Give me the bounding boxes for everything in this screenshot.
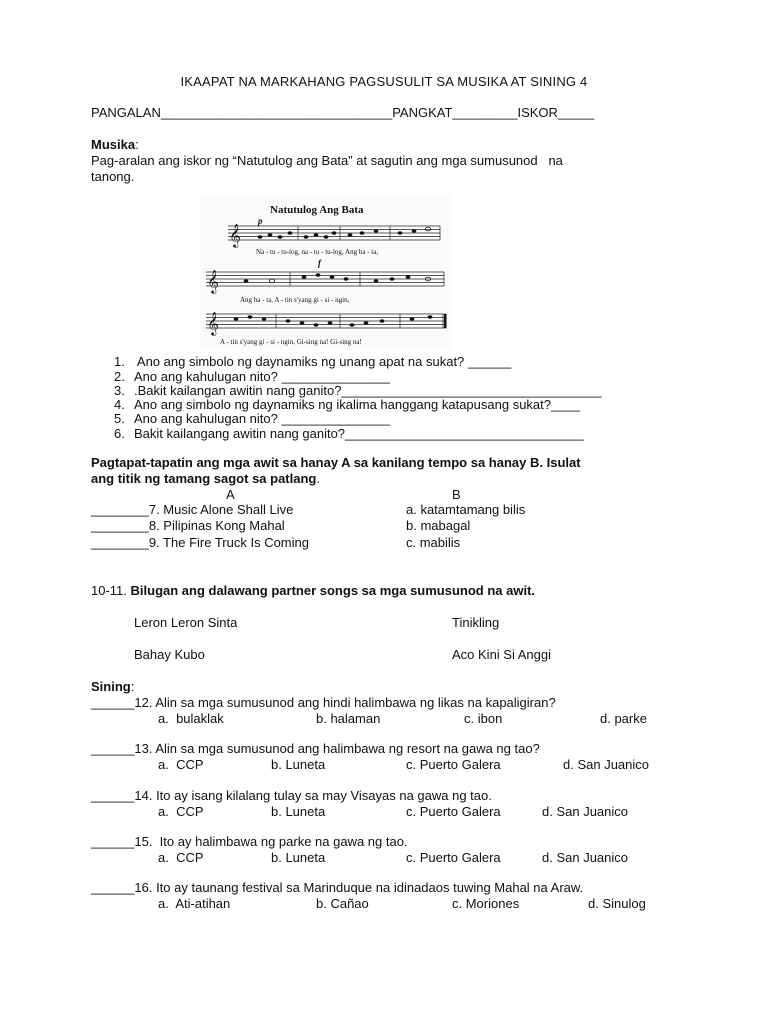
question-14-choice-b: b. Luneta bbox=[271, 804, 326, 819]
column-b-header: B bbox=[452, 487, 461, 502]
song-option-2: Tinikling bbox=[452, 615, 500, 630]
question-12-choice-a: a. bulaklak bbox=[158, 711, 224, 726]
sheet-music-image bbox=[200, 196, 452, 350]
question-12-choice-c: c. ibon bbox=[464, 711, 503, 726]
question-16-stem: ______16. Ito ay taunang festival sa Marinduque na idinadaos tuwing Mahal na Araw. bbox=[91, 880, 584, 895]
treble-clef-3: 𝄞 bbox=[207, 311, 219, 335]
dynamic-piano-mark: p bbox=[258, 216, 263, 226]
treble-clef-1: 𝄞 bbox=[229, 223, 241, 247]
question-16-choice-b: b. Cañao bbox=[316, 896, 369, 911]
song-option-3: Bahay Kubo bbox=[134, 647, 205, 662]
question-4-number: 4. bbox=[114, 397, 125, 412]
dynamic-forte-mark: f bbox=[318, 258, 321, 268]
sining-heading-row bbox=[91, 679, 134, 695]
question-12-choice-b: b. halaman bbox=[316, 711, 381, 726]
question-15-choice-d: d. San Juanico bbox=[542, 850, 629, 865]
question-4-text: Ano ang simbolo ng daynamiks ng ikalima hanggang katapusang sukat?____ bbox=[134, 397, 580, 412]
question-16-choice-a: a. Ati-atihan bbox=[158, 896, 231, 911]
partner-songs-instruction: Bilugan ang dalawang partner songs sa mga sumusunod na awit. bbox=[130, 583, 536, 598]
matching-choice-b: b. mabagal bbox=[406, 518, 471, 533]
question-3-text: .Bakit kailangan awitin nang ganito?____________________________________ bbox=[134, 383, 602, 398]
question-1-number: 1. bbox=[114, 354, 125, 369]
partner-songs-instruction-row bbox=[91, 583, 535, 599]
matching-choice-c: c. mabilis bbox=[406, 535, 461, 550]
question-15-choice-b: b. Luneta bbox=[271, 850, 326, 865]
matching-instruction-2: ang titik ng tamang sagot sa patlang bbox=[91, 471, 317, 486]
matching-instruction-2-row bbox=[91, 471, 320, 487]
question-3-number: 3. bbox=[114, 383, 125, 398]
matching-choice-a: a. katamtamang bilis bbox=[406, 502, 526, 517]
question-16-choice-c: c. Moriones bbox=[452, 896, 520, 911]
matching-item-8: ________8. Pilipinas Kong Mahal bbox=[91, 518, 285, 533]
matching-item-9: ________9. The Fire Truck Is Coming bbox=[91, 535, 309, 550]
question-15-choice-a: a. CCP bbox=[158, 850, 204, 865]
lyrics-line-2: Ang ba - ta, A - tin s'yang gi - si - ngin, bbox=[240, 296, 350, 304]
lyrics-line-1: Na - tu - tu-log, na - tu - tu-log, Ang ba - ta, bbox=[256, 248, 379, 256]
musika-colon: : bbox=[135, 137, 139, 152]
exam-title: IKAAPAT NA MARKAHANG PAGSUSULIT SA MUSIKA AT SINING 4 bbox=[180, 74, 588, 89]
question-13-choice-a: a. CCP bbox=[158, 757, 204, 772]
question-16-choice-d: d. Sinulog bbox=[588, 896, 646, 911]
partner-songs-prefix: 10-11. bbox=[91, 583, 131, 598]
question-6-number: 6. bbox=[114, 426, 125, 441]
musika-heading: Musika bbox=[91, 137, 136, 152]
question-2-text: Ano ang kahulugan nito? _______________ bbox=[134, 369, 390, 384]
question-13-choice-c: c. Puerto Galera bbox=[406, 757, 501, 772]
question-12-stem: ______12. Alin sa mga sumusunod ang hindi halimbawa ng likas na kapaligiran? bbox=[91, 695, 556, 710]
sining-heading: Sining bbox=[91, 679, 131, 694]
question-14-choice-a: a. CCP bbox=[158, 804, 204, 819]
matching-period: . bbox=[316, 471, 320, 486]
musika-instruction-1: Pag-aralan ang iskor ng “Natutulog ang Bata” at sagutin ang mga sumusunod na bbox=[91, 153, 563, 168]
question-5-text: Ano ang kahulugan nito? _______________ bbox=[134, 411, 390, 426]
question-2-number: 2. bbox=[114, 369, 125, 384]
lyrics-line-3: A - tin s'yang gi - si - ngin, Gi-sing na! Gi-sing na! bbox=[220, 338, 362, 346]
question-5-number: 5. bbox=[114, 411, 125, 426]
question-14-stem: ______14. Ito ay isang kilalang tulay sa may Visayas na gawa ng tao. bbox=[91, 788, 492, 803]
question-13-choice-d: d. San Juanico bbox=[563, 757, 650, 772]
song-option-4: Aco Kini Si Anggi bbox=[452, 647, 552, 662]
matching-item-7: ________7. Music Alone Shall Live bbox=[91, 502, 294, 517]
matching-instruction-1: Pagtapat-tapatin ang mga awit sa hanay A sa kanilang tempo sa hanay B. Isulat bbox=[91, 455, 581, 470]
question-12-choice-d: d. parke bbox=[600, 711, 647, 726]
question-14-choice-d: d. San Juanico bbox=[542, 804, 629, 819]
score-title: Natutulog Ang Bata bbox=[270, 204, 364, 216]
question-14-choice-c: c. Puerto Galera bbox=[406, 804, 501, 819]
sining-colon: : bbox=[130, 679, 135, 694]
question-13-stem: ______13. Alin sa mga sumusunod ang halimbawa ng resort na gawa ng tao? bbox=[91, 741, 540, 756]
song-option-1: Leron Leron Sinta bbox=[134, 615, 238, 630]
question-1-text: Ano ang simbolo ng daynamiks ng unang apat na sukat? ______ bbox=[134, 354, 512, 369]
question-6-text: Bakit kailangang awitin nang ganito?_________________________________ bbox=[134, 426, 584, 441]
student-info-line: PANGALAN________________________________PANGKAT_________ISKOR_____ bbox=[91, 105, 595, 120]
question-15-choice-c: c. Puerto Galera bbox=[406, 850, 501, 865]
column-a-header: A bbox=[226, 487, 235, 502]
question-15-stem: ______15. Ito ay halimbawa ng parke na gawa ng tao. bbox=[91, 834, 408, 849]
treble-clef-2: 𝄞 bbox=[207, 269, 219, 293]
musika-heading-row bbox=[91, 137, 139, 153]
question-13-choice-b: b. Luneta bbox=[271, 757, 326, 772]
musika-instruction-2: tanong. bbox=[91, 169, 135, 184]
